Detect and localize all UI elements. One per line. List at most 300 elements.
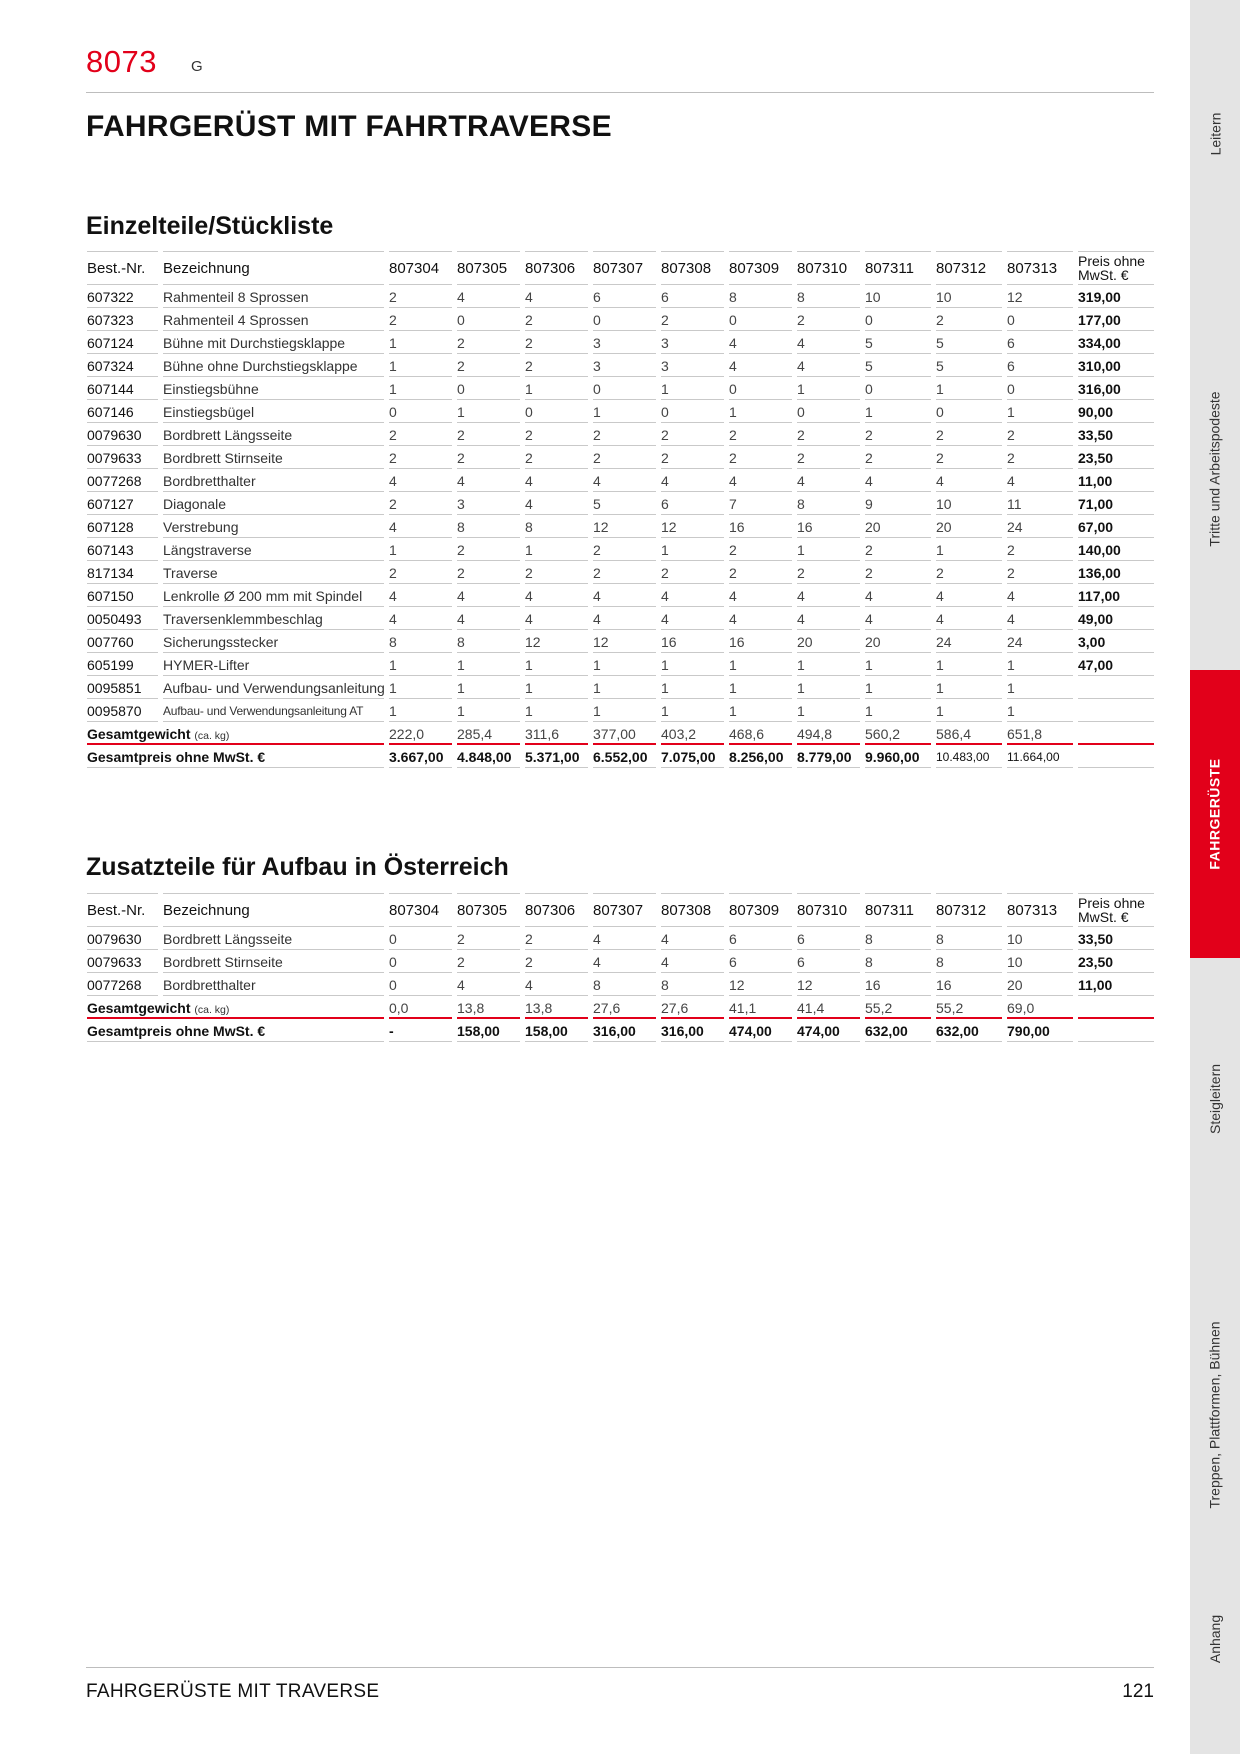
quantity-cell: 2 [524, 331, 592, 354]
unit-price: 310,00 [1077, 354, 1158, 377]
quantity-cell: 20 [1006, 973, 1077, 996]
quantity-cell: 4 [728, 607, 796, 630]
part-description: Bühne mit Durchstiegsklappe [162, 331, 388, 354]
side-tab-tritte[interactable] [1190, 268, 1240, 670]
table-header-row [86, 251, 1158, 285]
total-price-cell: 474,00 [796, 1019, 864, 1042]
quantity-cell: 11 [1006, 492, 1077, 515]
quantity-cell: 1 [728, 653, 796, 676]
column-header-model: 807308 [660, 893, 728, 927]
total-price-cell: 474,00 [728, 1019, 796, 1042]
table-row [86, 607, 1158, 630]
quantity-cell: 1 [592, 400, 660, 423]
quantity-cell: 6 [796, 927, 864, 950]
total-weight-label-text: Gesamtgewicht [87, 999, 191, 1016]
column-header-model: 807310 [796, 251, 864, 285]
quantity-cell: 3 [592, 354, 660, 377]
quantity-cell: 4 [456, 285, 524, 308]
quantity-cell: 1 [524, 377, 592, 400]
quantity-cell: 2 [524, 423, 592, 446]
order-number: 0095870 [86, 699, 162, 722]
quantity-cell: 1 [524, 538, 592, 561]
section-side-tabs [1190, 0, 1240, 1754]
table-row [86, 676, 1158, 699]
quantity-cell: 1 [456, 676, 524, 699]
quantity-cell: 4 [456, 584, 524, 607]
quantity-cell: 2 [388, 308, 456, 331]
quantity-cell: 4 [524, 469, 592, 492]
total-weight-cell: 27,6 [592, 996, 660, 1019]
quantity-cell: 4 [1006, 607, 1077, 630]
quantity-cell: 3 [592, 331, 660, 354]
order-number: 0077268 [86, 973, 162, 996]
part-description: Diagonale [162, 492, 388, 515]
quantity-cell: 2 [1006, 561, 1077, 584]
quantity-cell: 5 [935, 331, 1006, 354]
total-price-cell: 8.779,00 [796, 745, 864, 768]
side-tab-anhang[interactable] [1190, 1524, 1240, 1754]
quantity-cell: 1 [456, 699, 524, 722]
quantity-cell: 4 [796, 331, 864, 354]
page-number: 121 [1122, 1681, 1154, 1702]
quantity-cell: 5 [592, 492, 660, 515]
order-number: 607144 [86, 377, 162, 400]
total-price-cell: 158,00 [524, 1019, 592, 1042]
table-row [86, 950, 1158, 973]
quantity-cell: 16 [728, 630, 796, 653]
total-price-cell: 11.664,00 [1006, 745, 1077, 768]
section-title-austria-parts: Zusatzteile für Aufbau in Österreich [86, 853, 509, 881]
side-tab-steigleitern[interactable] [1190, 958, 1240, 1240]
quantity-cell: 1 [796, 538, 864, 561]
table-row [86, 630, 1158, 653]
quantity-cell: 4 [456, 973, 524, 996]
total-price-cell: 790,00 [1006, 1019, 1077, 1042]
quantity-cell: 4 [935, 469, 1006, 492]
quantity-cell: 8 [660, 973, 728, 996]
quantity-cell: 2 [796, 561, 864, 584]
quantity-cell: 20 [864, 630, 935, 653]
table-row [86, 515, 1158, 538]
quantity-cell: 2 [935, 423, 1006, 446]
quantity-cell: 2 [592, 538, 660, 561]
quantity-cell: 2 [796, 308, 864, 331]
quantity-cell: 8 [592, 973, 660, 996]
order-number: 817134 [86, 561, 162, 584]
column-header-model: 807312 [935, 251, 1006, 285]
part-description: Rahmenteil 8 Sprossen [162, 285, 388, 308]
total-weight-cell: 377,00 [592, 722, 660, 745]
total-price-row [86, 745, 1158, 768]
table-row [86, 377, 1158, 400]
total-price-cell: 9.960,00 [864, 745, 935, 768]
quantity-cell: 20 [796, 630, 864, 653]
part-description: HYMER-Lifter [162, 653, 388, 676]
unit-price: 11,00 [1077, 469, 1158, 492]
total-price-cell: 316,00 [660, 1019, 728, 1042]
total-price-cell: 632,00 [864, 1019, 935, 1042]
quantity-cell: 12 [660, 515, 728, 538]
quantity-cell: 2 [592, 446, 660, 469]
total-price-cell: 8.256,00 [728, 745, 796, 768]
quantity-cell: 1 [660, 699, 728, 722]
quantity-cell: 6 [1006, 354, 1077, 377]
quantity-cell: 1 [935, 538, 1006, 561]
quantity-cell: 1 [388, 377, 456, 400]
quantity-cell: 1 [796, 676, 864, 699]
quantity-cell: 8 [864, 950, 935, 973]
total-price-empty-cell [1077, 1019, 1158, 1042]
table-row [86, 354, 1158, 377]
quantity-cell: 3 [456, 492, 524, 515]
quantity-cell: 16 [728, 515, 796, 538]
quantity-cell: 2 [456, 446, 524, 469]
quantity-cell: 2 [864, 561, 935, 584]
quantity-cell: 2 [524, 308, 592, 331]
part-description: Aufbau- und Verwendungsanleitung AT [162, 699, 388, 722]
total-weight-row [86, 996, 1158, 1019]
quantity-cell: 3 [660, 331, 728, 354]
quantity-cell: 3 [660, 354, 728, 377]
part-description: Bordbretthalter [162, 469, 388, 492]
total-price-cell: 158,00 [456, 1019, 524, 1042]
quantity-cell: 2 [728, 423, 796, 446]
unit-price: 319,00 [1077, 285, 1158, 308]
quantity-cell: 1 [935, 377, 1006, 400]
quantity-cell: 1 [728, 400, 796, 423]
quantity-cell: 1 [456, 653, 524, 676]
quantity-cell: 16 [864, 973, 935, 996]
quantity-cell: 8 [524, 515, 592, 538]
total-weight-cell: 586,4 [935, 722, 1006, 745]
quantity-cell: 4 [660, 469, 728, 492]
total-price-row [86, 1019, 1158, 1042]
quantity-cell: 4 [592, 950, 660, 973]
quantity-cell: 6 [592, 285, 660, 308]
total-weight-cell: 651,8 [1006, 722, 1077, 745]
total-weight-cell: 13,8 [524, 996, 592, 1019]
quantity-cell: 4 [524, 285, 592, 308]
quantity-cell: 8 [796, 492, 864, 515]
part-description: Lenkrolle Ø 200 mm mit Spindel [162, 584, 388, 607]
quantity-cell: 1 [1006, 400, 1077, 423]
quantity-cell: 12 [1006, 285, 1077, 308]
total-weight-cell: 403,2 [660, 722, 728, 745]
quantity-cell: 4 [728, 469, 796, 492]
column-header-model: 807309 [728, 893, 796, 927]
quantity-cell: 2 [728, 561, 796, 584]
quantity-cell: 4 [388, 584, 456, 607]
unit-price: 117,00 [1077, 584, 1158, 607]
total-weight-cell: 69,0 [1006, 996, 1077, 1019]
quantity-cell: 1 [388, 653, 456, 676]
column-header-description: Bezeichnung [162, 251, 388, 285]
quantity-cell: 2 [524, 950, 592, 973]
quantity-cell: 6 [660, 492, 728, 515]
table-row [86, 331, 1158, 354]
quantity-cell: 4 [796, 469, 864, 492]
order-number: 007760 [86, 630, 162, 653]
unit-price [1077, 699, 1158, 722]
quantity-cell: 1 [864, 653, 935, 676]
total-weight-cell: 560,2 [864, 722, 935, 745]
quantity-cell: 1 [728, 676, 796, 699]
part-description: Bühne ohne Durchstiegsklappe [162, 354, 388, 377]
quantity-cell: 12 [524, 630, 592, 653]
quantity-cell: 1 [796, 377, 864, 400]
page-header [86, 40, 1154, 93]
quantity-cell: 24 [1006, 515, 1077, 538]
quantity-cell: 2 [388, 285, 456, 308]
quantity-cell: 1 [524, 699, 592, 722]
quantity-cell: 1 [864, 676, 935, 699]
part-description: Einstiegsbühne [162, 377, 388, 400]
total-weight-cell: 41,1 [728, 996, 796, 1019]
quantity-cell: 2 [728, 538, 796, 561]
order-number: 607146 [86, 400, 162, 423]
total-weight-cell: 0,0 [388, 996, 456, 1019]
quantity-cell: 2 [728, 446, 796, 469]
quantity-cell: 2 [660, 423, 728, 446]
quantity-cell: 2 [456, 423, 524, 446]
table-row [86, 285, 1158, 308]
quantity-cell: 2 [660, 446, 728, 469]
model-suffix: G [191, 58, 203, 75]
table-row [86, 423, 1158, 446]
side-tab-fahrgerueste[interactable] [1190, 670, 1240, 958]
quantity-cell: 8 [796, 285, 864, 308]
quantity-cell: 4 [456, 469, 524, 492]
quantity-cell: 4 [524, 973, 592, 996]
quantity-cell: 1 [1006, 653, 1077, 676]
page-footer [86, 1667, 1154, 1702]
quantity-cell: 0 [388, 927, 456, 950]
total-weight-empty-cell [1077, 722, 1158, 745]
order-number: 0095851 [86, 676, 162, 699]
parts-list-table [86, 251, 1158, 768]
quantity-cell: 20 [864, 515, 935, 538]
part-description: Aufbau- und Verwendungsanleitung [162, 676, 388, 699]
quantity-cell: 1 [592, 699, 660, 722]
column-header-model: 807313 [1006, 893, 1077, 927]
quantity-cell: 4 [592, 469, 660, 492]
quantity-cell: 12 [728, 973, 796, 996]
part-description: Rahmenteil 4 Sprossen [162, 308, 388, 331]
order-number: 0079633 [86, 950, 162, 973]
quantity-cell: 2 [524, 927, 592, 950]
order-number: 607150 [86, 584, 162, 607]
quantity-cell: 1 [796, 653, 864, 676]
column-header-model: 807304 [388, 893, 456, 927]
quantity-cell: 1 [935, 699, 1006, 722]
quantity-cell: 2 [935, 308, 1006, 331]
quantity-cell: 0 [864, 377, 935, 400]
unit-price: 23,50 [1077, 950, 1158, 973]
quantity-cell: 1 [660, 538, 728, 561]
unit-price: 90,00 [1077, 400, 1158, 423]
total-weight-unit: (ca. kg) [194, 729, 230, 742]
quantity-cell: 0 [524, 400, 592, 423]
quantity-cell: 1 [388, 331, 456, 354]
total-price-cell: 7.075,00 [660, 745, 728, 768]
unit-price: 334,00 [1077, 331, 1158, 354]
part-description: Bordbrett Längsseite [162, 423, 388, 446]
order-number: 607128 [86, 515, 162, 538]
quantity-cell: 0 [1006, 308, 1077, 331]
total-price-cell: 316,00 [592, 1019, 660, 1042]
total-weight-row [86, 722, 1158, 745]
quantity-cell: 24 [935, 630, 1006, 653]
total-weight-label-text: Gesamtgewicht [87, 725, 191, 742]
column-header-model: 807309 [728, 251, 796, 285]
quantity-cell: 1 [456, 400, 524, 423]
side-tab-leitern[interactable] [1190, 0, 1240, 268]
unit-price: 67,00 [1077, 515, 1158, 538]
quantity-cell: 4 [1006, 584, 1077, 607]
order-number: 605199 [86, 653, 162, 676]
quantity-cell: 4 [864, 469, 935, 492]
quantity-cell: 2 [796, 446, 864, 469]
quantity-cell: 0 [935, 400, 1006, 423]
quantity-cell: 2 [388, 561, 456, 584]
quantity-cell: 8 [728, 285, 796, 308]
unit-price: 71,00 [1077, 492, 1158, 515]
quantity-cell: 4 [935, 607, 1006, 630]
table-row [86, 973, 1158, 996]
total-weight-cell: 494,8 [796, 722, 864, 745]
order-number: 607127 [86, 492, 162, 515]
quantity-cell: 4 [935, 584, 1006, 607]
quantity-cell: 20 [935, 515, 1006, 538]
side-tab-label: Tritte und Arbeitspodeste [1207, 391, 1224, 547]
quantity-cell: 6 [728, 927, 796, 950]
quantity-cell: 0 [456, 308, 524, 331]
column-header-model: 807310 [796, 893, 864, 927]
side-tab-label: Anhang [1207, 1614, 1223, 1664]
quantity-cell: 4 [728, 584, 796, 607]
part-description: Bordbrett Stirnseite [162, 446, 388, 469]
table-row [86, 400, 1158, 423]
quantity-cell: 6 [660, 285, 728, 308]
unit-price: 316,00 [1077, 377, 1158, 400]
quantity-cell: 2 [456, 354, 524, 377]
quantity-cell: 4 [456, 607, 524, 630]
quantity-cell: 1 [524, 653, 592, 676]
total-price-cell: - [388, 1019, 456, 1042]
table-row [86, 469, 1158, 492]
column-header-order-no: Best.-Nr. [86, 251, 162, 285]
quantity-cell: 0 [592, 377, 660, 400]
quantity-cell: 2 [456, 561, 524, 584]
quantity-cell: 0 [864, 308, 935, 331]
model-number: 8073 [86, 44, 157, 79]
quantity-cell: 1 [660, 653, 728, 676]
quantity-cell: 4 [524, 492, 592, 515]
total-weight-cell: 55,2 [864, 996, 935, 1019]
total-weight-empty-cell [1077, 996, 1158, 1019]
column-header-model: 807312 [935, 893, 1006, 927]
side-tab-label: FAHRGERÜSTE [1207, 758, 1224, 870]
total-weight-label [86, 722, 388, 745]
quantity-cell: 2 [592, 561, 660, 584]
quantity-cell: 12 [592, 515, 660, 538]
quantity-cell: 2 [864, 423, 935, 446]
quantity-cell: 1 [1006, 676, 1077, 699]
table-row [86, 699, 1158, 722]
quantity-cell: 16 [935, 973, 1006, 996]
unit-price: 3,00 [1077, 630, 1158, 653]
total-price-cell: 3.667,00 [388, 745, 456, 768]
quantity-cell: 1 [388, 538, 456, 561]
quantity-cell: 2 [660, 561, 728, 584]
quantity-cell: 0 [660, 400, 728, 423]
column-header-price: Preis ohne MwSt. € [1077, 893, 1158, 927]
quantity-cell: 2 [935, 446, 1006, 469]
quantity-cell: 2 [388, 446, 456, 469]
quantity-cell: 4 [864, 607, 935, 630]
quantity-cell: 4 [592, 607, 660, 630]
quantity-cell: 2 [935, 561, 1006, 584]
unit-price: 49,00 [1077, 607, 1158, 630]
quantity-cell: 4 [388, 515, 456, 538]
total-price-empty-cell [1077, 745, 1158, 768]
total-price-cell: 632,00 [935, 1019, 1006, 1042]
quantity-cell: 1 [592, 653, 660, 676]
quantity-cell: 4 [796, 584, 864, 607]
quantity-cell: 1 [864, 699, 935, 722]
part-description: Traversenklemmbeschlag [162, 607, 388, 630]
quantity-cell: 10 [935, 285, 1006, 308]
quantity-cell: 0 [456, 377, 524, 400]
table-row [86, 446, 1158, 469]
total-weight-cell: 27,6 [660, 996, 728, 1019]
order-number: 607323 [86, 308, 162, 331]
quantity-cell: 4 [388, 607, 456, 630]
quantity-cell: 5 [864, 354, 935, 377]
quantity-cell: 10 [935, 492, 1006, 515]
quantity-cell: 12 [796, 973, 864, 996]
quantity-cell: 5 [935, 354, 1006, 377]
quantity-cell: 1 [660, 377, 728, 400]
quantity-cell: 4 [728, 354, 796, 377]
quantity-cell: 8 [456, 630, 524, 653]
quantity-cell: 2 [456, 927, 524, 950]
quantity-cell: 10 [1006, 950, 1077, 973]
order-number: 607143 [86, 538, 162, 561]
unit-price: 47,00 [1077, 653, 1158, 676]
quantity-cell: 4 [592, 584, 660, 607]
quantity-cell: 1 [796, 699, 864, 722]
table-row [86, 561, 1158, 584]
column-header-model: 807305 [456, 251, 524, 285]
side-tab-label: Leitern [1207, 112, 1223, 156]
total-weight-unit: (ca. kg) [194, 1003, 230, 1016]
quantity-cell: 8 [935, 950, 1006, 973]
quantity-cell: 4 [796, 607, 864, 630]
quantity-cell: 2 [592, 423, 660, 446]
quantity-cell: 0 [1006, 377, 1077, 400]
quantity-cell: 16 [796, 515, 864, 538]
total-price-cell: 4.848,00 [456, 745, 524, 768]
quantity-cell: 2 [524, 561, 592, 584]
quantity-cell: 4 [864, 584, 935, 607]
quantity-cell: 6 [796, 950, 864, 973]
quantity-cell: 2 [388, 423, 456, 446]
order-number: 607324 [86, 354, 162, 377]
quantity-cell: 4 [1006, 469, 1077, 492]
table-row [86, 653, 1158, 676]
side-tab-label: Steigleitern [1207, 1063, 1224, 1135]
